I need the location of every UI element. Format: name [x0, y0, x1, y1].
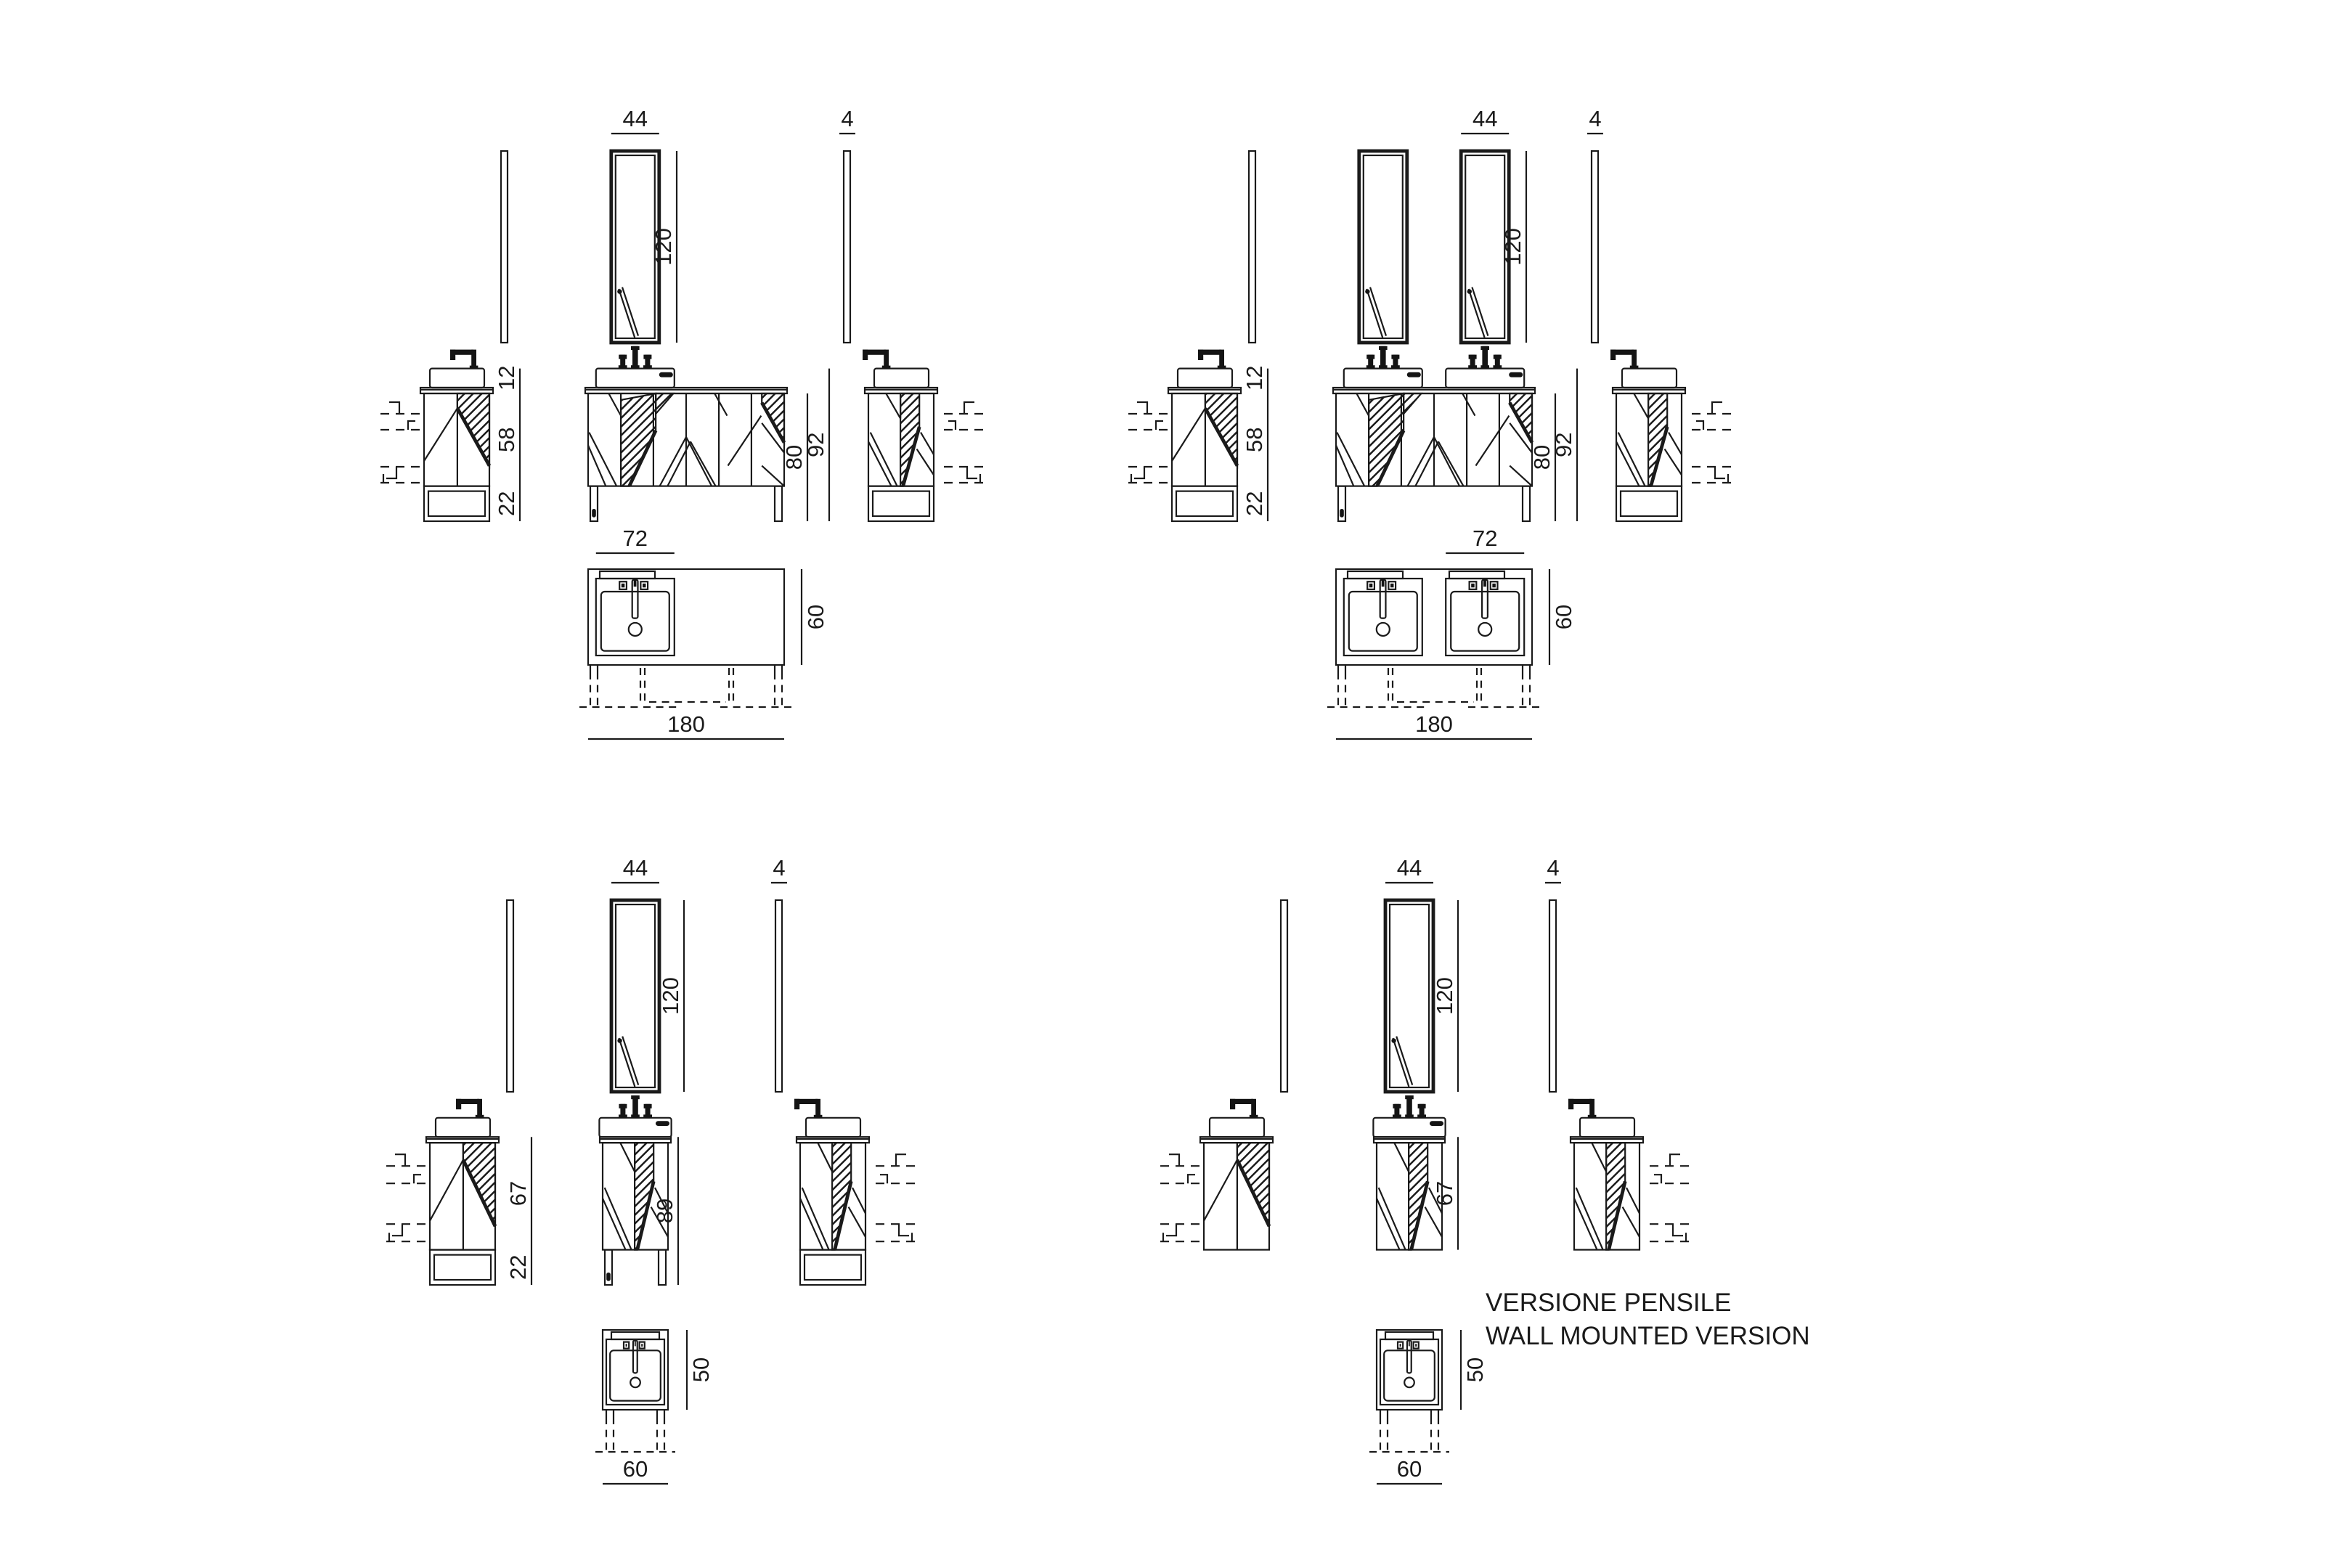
dim-double-cabinet-plus-plinth: 80 — [1529, 444, 1555, 470]
dim-single-cabinet-height: 58 — [494, 427, 519, 453]
group-single-basin-floor-version — [380, 134, 983, 739]
cabinet-side-pattern — [1204, 1143, 1269, 1249]
faucet-side-icon — [456, 1099, 484, 1118]
cabinet-side-pattern — [1616, 393, 1682, 486]
dim-single-plinth-height: 22 — [494, 491, 519, 517]
dim-single-mirror-height: 120 — [651, 228, 676, 266]
basin-top-view — [1380, 1339, 1438, 1405]
cabinet-front-pattern — [1336, 393, 1532, 486]
vanity-side-view — [1168, 350, 1241, 521]
cabinet-side-pattern — [800, 1143, 865, 1249]
dim-single-total-width: 180 — [667, 711, 705, 737]
mirror-side-strip — [1592, 151, 1598, 343]
dim-small-mirror-thickness: 4 — [773, 855, 786, 881]
dim-double-mirror-height: 120 — [1500, 228, 1526, 266]
dim-wall-cabinet-height: 67 — [1432, 1180, 1457, 1206]
plumbing-dashed-lines — [380, 402, 420, 483]
legs-dashed-top-view — [579, 665, 794, 707]
mirror-side-strip — [1249, 151, 1255, 343]
vanity-top-view — [603, 1330, 668, 1410]
faucet-icon — [619, 1095, 652, 1118]
faucet-side-icon — [1198, 350, 1226, 369]
dim-small-depth: 50 — [688, 1357, 714, 1383]
dim-small-mirror-height: 120 — [658, 977, 683, 1015]
dim-single-mirror-thickness: 4 — [841, 106, 854, 131]
note-wall-mounted-version: WALL MOUNTED VERSION — [1486, 1322, 1810, 1350]
faucet-icon — [1393, 1095, 1426, 1118]
basin-top-view — [1446, 579, 1524, 656]
dim-small-plinth-height: 22 — [505, 1254, 531, 1281]
basin-top-view — [1344, 579, 1422, 656]
plumbing-dashed-lines — [1160, 1154, 1199, 1241]
mirror-side-strip — [507, 900, 513, 1092]
faucet-side-icon — [1568, 1099, 1596, 1118]
faucet-side-icon — [1610, 350, 1638, 369]
mirror-side-strip — [844, 151, 850, 343]
legs — [605, 1250, 666, 1285]
dimension-labels — [494, 106, 1810, 1482]
dim-double-basin-width: 72 — [1472, 526, 1498, 551]
mirror-side-strip — [1549, 900, 1556, 1092]
dim-wall-mirror-height: 120 — [1432, 977, 1457, 1015]
vanity-side-view — [1568, 1099, 1643, 1250]
plumbing-dashed-lines — [876, 1154, 915, 1241]
dim-small-total-width: 60 — [622, 1456, 648, 1482]
vanity-side-view — [420, 350, 493, 521]
legs — [1338, 486, 1530, 521]
group-small-wall-mounted-version — [1160, 883, 1689, 1484]
dim-wall-depth: 50 — [1462, 1357, 1488, 1383]
group-double-basin-floor-version — [1128, 134, 1731, 739]
plumbing-dashed-lines — [944, 402, 983, 483]
mirror-front — [1359, 151, 1407, 343]
legs-dashed-top-view — [1369, 1410, 1449, 1452]
dim-double-mirror-width: 44 — [1472, 106, 1498, 131]
faucet-icon — [619, 346, 652, 369]
group-small-floor-version — [386, 883, 915, 1484]
legs — [590, 486, 782, 521]
cabinet-front-pattern — [588, 393, 784, 486]
vanity-side-view — [794, 1099, 869, 1285]
faucet-icon — [1468, 346, 1502, 369]
dim-single-cabinet-plus-plinth: 80 — [781, 444, 807, 470]
vanity-front-view — [1333, 151, 1535, 521]
dim-wall-total-width: 60 — [1396, 1456, 1422, 1482]
faucet-icon — [1366, 346, 1400, 369]
vanity-side-view — [1200, 1099, 1273, 1250]
wash-basin-front — [596, 369, 675, 388]
cabinet-side-pattern — [1172, 393, 1237, 486]
plumbing-dashed-lines — [1128, 402, 1168, 483]
wash-basin-front — [1446, 369, 1524, 388]
mirror-side-strip — [1281, 900, 1287, 1092]
dim-single-total-height: 92 — [803, 432, 828, 458]
plumbing-dashed-lines — [1692, 402, 1731, 483]
wash-basin-front — [1344, 369, 1422, 388]
dim-double-depth: 60 — [1551, 604, 1576, 630]
dim-double-basin-height: 12 — [1242, 365, 1267, 391]
vanity-side-view — [426, 1099, 499, 1285]
dim-double-total-height: 92 — [1551, 432, 1576, 458]
dim-single-basin-width: 72 — [622, 526, 648, 551]
faucet-side-icon — [794, 1099, 822, 1118]
mirror-front — [611, 900, 659, 1092]
dim-double-cabinet-height: 58 — [1242, 427, 1267, 453]
cabinet-side-pattern — [1574, 1143, 1640, 1249]
faucet-side-icon — [450, 350, 478, 369]
vanity-front-view — [585, 151, 787, 521]
dim-double-plinth-height: 22 — [1242, 491, 1267, 517]
note-versione-pensile: VERSIONE PENSILE — [1486, 1289, 1732, 1317]
dim-double-total-width: 180 — [1415, 711, 1453, 737]
legs-dashed-top-view — [1327, 665, 1542, 707]
dim-single-depth: 60 — [803, 604, 828, 630]
dim-wall-mirror-width: 44 — [1396, 855, 1422, 881]
faucet-side-icon — [863, 350, 890, 369]
dim-double-mirror-thickness: 4 — [1589, 106, 1602, 131]
cabinet-side-pattern — [424, 393, 489, 486]
legs-dashed-top-view — [595, 1410, 675, 1452]
vanity-front-view — [599, 900, 671, 1285]
dim-wall-mirror-thickness: 4 — [1547, 855, 1560, 881]
basin-top-view — [606, 1339, 664, 1405]
cabinet-side-pattern — [868, 393, 934, 486]
faucet-side-icon — [1230, 1099, 1258, 1118]
cabinet-side-pattern — [603, 1143, 668, 1249]
vanity-side-view — [1610, 350, 1685, 521]
cabinet-side-pattern — [430, 1143, 495, 1249]
vanity-top-view — [588, 569, 784, 665]
mirror-side-strip — [501, 151, 508, 343]
dim-small-mirror-width: 44 — [622, 855, 648, 881]
dim-small-total-height: 89 — [652, 1198, 677, 1224]
vanity-side-view — [863, 350, 937, 521]
dim-single-mirror-width: 44 — [622, 106, 648, 131]
wash-basin-front — [599, 1118, 671, 1137]
basin-top-view — [596, 579, 675, 656]
mirror-side-strip — [775, 900, 782, 1092]
wash-basin-front — [1373, 1118, 1445, 1137]
plumbing-dashed-lines — [386, 1154, 425, 1241]
vanity-top-view — [1377, 1330, 1442, 1410]
dim-single-basin-height: 12 — [494, 365, 519, 391]
mirror-front — [1385, 900, 1433, 1092]
dim-small-cabinet-height: 67 — [505, 1180, 531, 1206]
plumbing-dashed-lines — [1650, 1154, 1689, 1241]
vanity-top-view — [1336, 569, 1532, 665]
